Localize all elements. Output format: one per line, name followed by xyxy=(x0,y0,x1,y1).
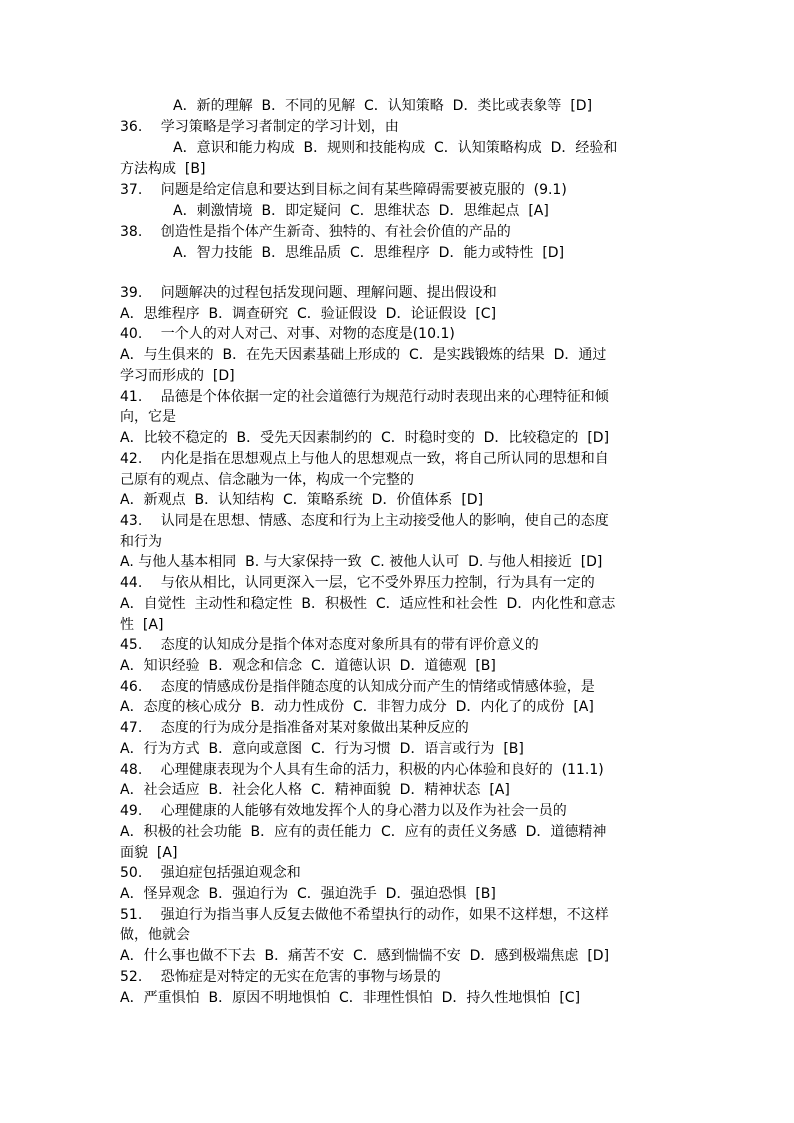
question-45: 45. 态度的认知成分是指个体对态度对象所具有的带有评价意义的 xyxy=(120,637,539,653)
answer-options-47: A．行为方式 B．意向或意图 C．行为习惯 D．语言或行为 [B] xyxy=(120,741,524,757)
answer-options-48: A．社会适应 B．社会化人格 C．精神面貌 D．精神状态 [A] xyxy=(120,782,510,798)
answer-options-41: A．比较不稳定的 B．受先天因素制约的 C．时稳时变的 D．比较稳定的 [D] xyxy=(120,430,610,446)
question-42-cont: 己原有的观点、信念融为一体，构成一个完整的 xyxy=(120,472,414,488)
question-42: 42. 内化是指在思想观点上与他人的思想观点一致，将自己所认同的思想和自 xyxy=(120,451,609,467)
question-38: 38. 创造性是指个体产生新奇、独特的、有社会价值的产品的 xyxy=(120,224,511,240)
question-44: 44. 与依从相比，认同更深入一层，它不受外界压力控制，行为具有一定的 xyxy=(120,575,595,591)
question-48: 48. 心理健康表现为个人具有生命的活力，积极的内心体验和良好的 (11.1) xyxy=(120,762,604,778)
answer-options-40-cont: 学习而形成的 [D] xyxy=(120,368,235,384)
question-47: 47. 态度的行为成分是指准备对某对象做出某种反应的 xyxy=(120,720,469,736)
answer-options-40: A．与生俱来的 B．在先天因素基础上形成的 C．是实践锻炼的结果 D．通过 xyxy=(120,347,607,363)
question-49: 49. 心理健康的人能够有效地发挥个人的身心潜力以及作为社会一员的 xyxy=(120,803,567,819)
answer-options-38: A．智力技能 B．思维品质 C．思维程序 D．能力或特性 [D] xyxy=(173,245,565,261)
answer-options-46: A．态度的核心成分 B．动力性成份 C．非智力成分 D．内化了的成份 [A] xyxy=(120,699,594,715)
answer-options-49-cont: 面貌 [A] xyxy=(120,845,178,861)
answer-options-44-cont: 性 [A] xyxy=(120,617,164,633)
question-51: 51. 强迫行为指当事人反复去做他不希望执行的动作，如果不这样想，不这样 xyxy=(120,907,609,923)
answer-options-49: A．积极的社会功能 B．应有的责任能力 C．应有的责任义务感 D．道德精神 xyxy=(120,824,607,840)
question-40: 40. 一个人的对人对己、对事、对物的态度是(10.1) xyxy=(120,326,455,342)
answer-options-52: A．严重惧怕 B．原因不明地惧怕 C．非理性惧怕 D．持久性地惧怕 [C] xyxy=(120,990,581,1006)
answer-options-37: A．刺激情境 B．即定疑问 C．思维状态 D．思维起点 [A] xyxy=(173,203,549,219)
question-37: 37. 问题是给定信息和要达到目标之间有某些障碍需要被克服的 (9.1) xyxy=(120,182,567,198)
question-41: 41. 品德是个体依据一定的社会道德行为规范行动时表现出来的心理特征和倾 xyxy=(120,389,609,405)
question-46: 46. 态度的情感成份是指伴随态度的认知成分而产生的情绪或情感体验，是 xyxy=(120,679,595,695)
question-51-cont: 做，他就会 xyxy=(120,927,190,943)
answer-options-36: A．意识和能力构成 B．规则和技能构成 C．认知策略构成 D．经验和 xyxy=(173,140,618,156)
question-43-cont: 和行为 xyxy=(120,534,162,550)
answer-options-44: A．自觉性 主动性和稳定性 B．积极性 C．适应性和社会性 D．内化性和意志 xyxy=(120,596,616,612)
answer-options-43: A. 与他人基本相同 B. 与大家保持一致 C. 被他人认可 D. 与他人相接近 [D] xyxy=(120,554,603,570)
answer-options-42: A．新观点 B．认知结构 C．策略系统 D．价值体系 [D] xyxy=(120,492,484,508)
question-43: 43. 认同是在思想、情感、态度和行为上主动接受他人的影响，使自己的态度 xyxy=(120,513,609,529)
question-50: 50. 强迫症包括强迫观念和 xyxy=(120,865,301,881)
answer-options-35: A．新的理解 B．不同的见解 C．认知策略 D．类比或表象等 [D] xyxy=(173,98,593,114)
answer-options-39: A．思维程序 B．调查研究 C．验证假设 D．论证假设 [C] xyxy=(120,306,497,322)
answer-options-36-cont: 方法构成 [B] xyxy=(120,161,206,177)
answer-options-50: A．怪异观念 B．强迫行为 C．强迫洗手 D．强迫恐惧 [B] xyxy=(120,886,496,902)
answer-options-51: A．什么事也做不下去 B．痛苦不安 C．感到惴惴不安 D．感到极端焦虑 [D] xyxy=(120,948,610,964)
question-39: 39. 问题解决的过程包括发现问题、理解问题、提出假设和 xyxy=(120,285,497,301)
question-41-cont: 向，它是 xyxy=(120,409,176,425)
answer-options-45: A．知识经验 B．观念和信念 C．道德认识 D．道德观 [B] xyxy=(120,658,496,674)
question-52: 52. 恐怖症是对特定的无实在危害的事物与场景的 xyxy=(120,969,441,985)
question-36: 36. 学习策略是学习者制定的学习计划，由 xyxy=(120,119,399,135)
